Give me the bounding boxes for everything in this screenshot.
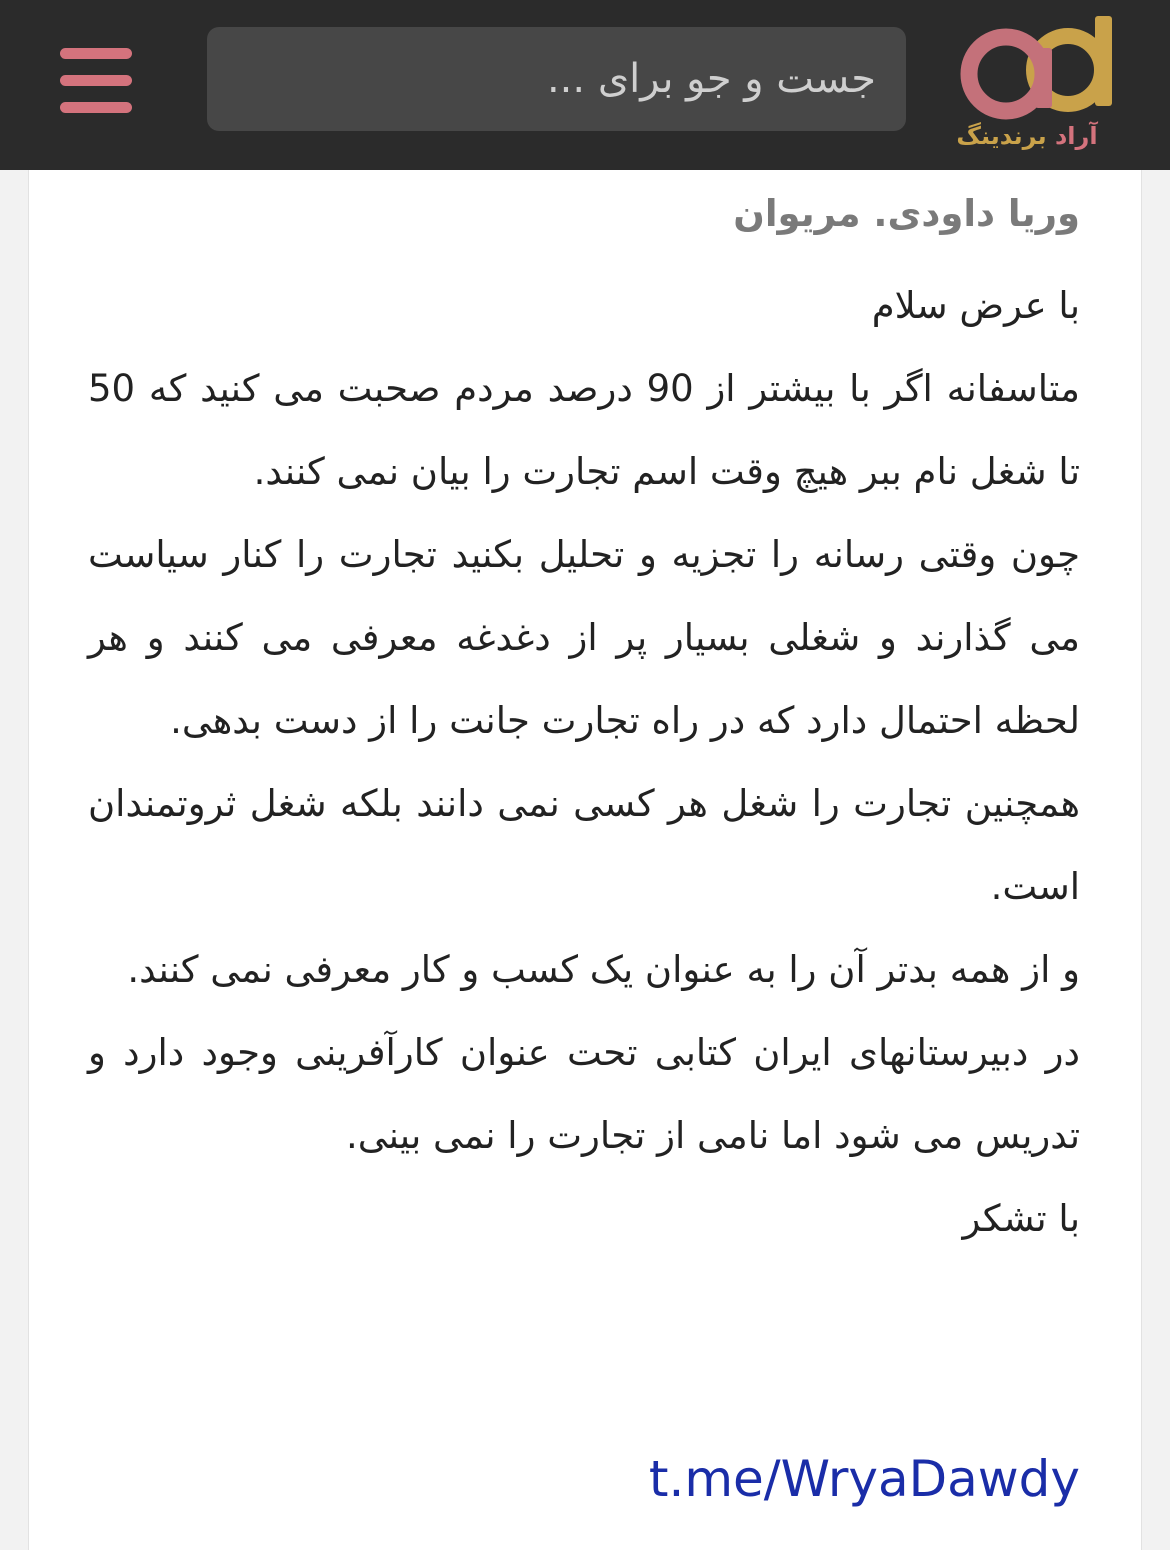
comment-paragraph: و از همه بدتر آن را به عنوان یک کسب و کار معرفی نمی کنند.	[127, 948, 1080, 991]
comment-paragraph: چون وقتی رسانه را تجزیه و تحلیل بکنید تجارت را کنار سیاست می گذارند و شغلی بسیار پر از دغدغه معرفی می کنند و هر لحظه احتمال دارد که در راه تجارت جانت را از دست بدهی.	[88, 533, 1080, 742]
search-box[interactable]	[207, 27, 906, 131]
hamburger-menu-button[interactable]	[56, 44, 136, 118]
comment-author: وریا داودی. مریوان	[733, 192, 1080, 235]
menu-bar-icon	[60, 75, 132, 86]
comment-paragraph: متاسفانه اگر با بیشتر از 90 درصد مردم صحبت می کنید که 50 تا شغل نام ببر هیچ وقت اسم تجارت را بیان نمی کنند.	[88, 367, 1080, 493]
comment-paragraph: همچنین تجارت را شغل هر کسی نمی دانند بلکه شغل ثروتمندان است.	[88, 782, 1080, 908]
logo-text-first: آراد	[1054, 122, 1098, 150]
comment-body	[88, 264, 1080, 1260]
menu-bar-icon	[60, 102, 132, 113]
logo-text-second: برندینگ	[956, 122, 1047, 150]
menu-bar-icon	[60, 48, 132, 59]
comment-paragraph: در دبیرستانهای ایران کتابی تحت عنوان کارآفرینی وجود دارد و تدریس می شود اما نامی از تجارت را نمی بینی.	[88, 1031, 1080, 1157]
top-header	[0, 0, 1170, 170]
search-input[interactable]	[207, 27, 906, 131]
comment-paragraph: با تشکر	[962, 1197, 1080, 1240]
telegram-link[interactable]: t.me/WryaDawdy	[648, 1450, 1080, 1508]
logo-text	[952, 122, 1102, 150]
comment-paragraph: با عرض سلام	[871, 284, 1080, 327]
